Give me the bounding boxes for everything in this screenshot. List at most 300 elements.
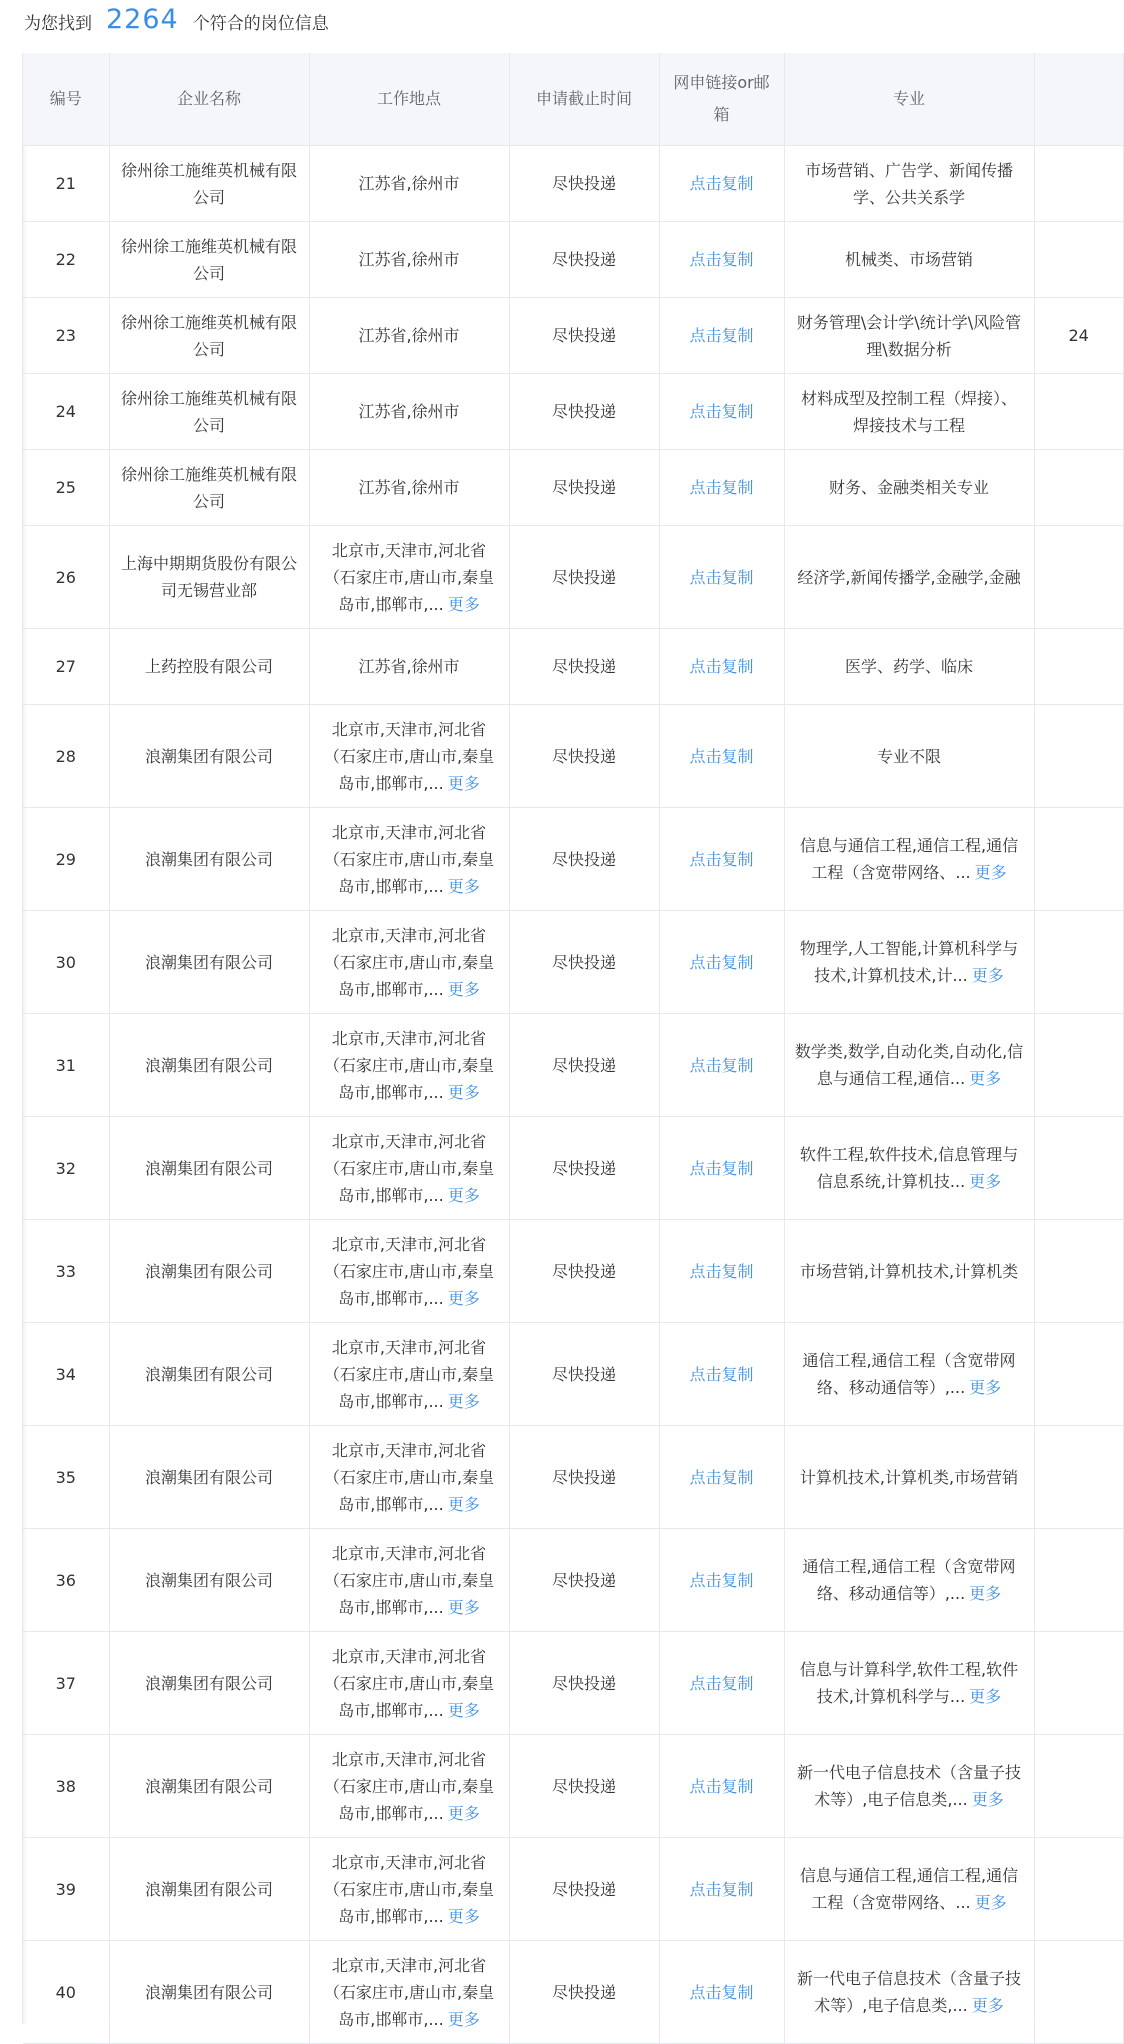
location-more-link[interactable]: 更多 [447, 773, 480, 793]
cell-id-text: 26 [55, 567, 76, 587]
copy-link-button[interactable]: 点击复制 [689, 1158, 754, 1178]
cell-major [784, 222, 1034, 298]
copy-link-button[interactable]: 点击复制 [689, 1673, 754, 1693]
cell-extra [1034, 298, 1123, 374]
cell-location [309, 1941, 509, 2044]
header-deadline: 申请截止时间 [509, 53, 659, 146]
cell-company-text: 徐州徐工施维英机械有限公司 [120, 312, 297, 359]
cell-major [784, 1323, 1034, 1426]
cell-location [309, 808, 509, 911]
cell-major-text: 医学、药学、临床 [844, 657, 973, 676]
cell-id [23, 1323, 109, 1426]
cell-location-text: 北京市,天津市,河北省（石家庄市,唐山市,秦皇岛市,邯郸市,... [323, 540, 495, 614]
cell-company-text: 徐州徐工施维英机械有限公司 [120, 160, 297, 207]
cell-link [659, 1014, 784, 1117]
cell-link [659, 146, 784, 222]
cell-deadline [509, 1014, 659, 1117]
table-row [23, 1632, 1123, 1735]
cell-major-text: 财务管理\会计学\统计学\风险管理\数据分析 [796, 312, 1022, 359]
cell-deadline-text: 尽快投递 [551, 1570, 616, 1590]
cell-extra [1034, 705, 1123, 808]
table-row [23, 1117, 1123, 1220]
cell-deadline-text: 尽快投递 [551, 657, 616, 676]
cell-location [309, 450, 509, 526]
header-link: 网申链接or邮箱 [659, 53, 784, 146]
cell-deadline-text: 尽快投递 [551, 746, 616, 766]
cell-company-text: 浪潮集团有限公司 [144, 1158, 273, 1178]
location-more-link[interactable]: 更多 [447, 979, 480, 999]
cell-company [109, 1117, 309, 1220]
cell-company [109, 705, 309, 808]
copy-link-button[interactable]: 点击复制 [689, 746, 754, 766]
cell-location [309, 911, 509, 1014]
cell-link [659, 1632, 784, 1735]
location-more-link[interactable]: 更多 [447, 1597, 480, 1617]
cell-id [23, 450, 109, 526]
cell-link [659, 1117, 784, 1220]
cell-link [659, 1323, 784, 1426]
cell-link [659, 1735, 784, 1838]
cell-location-text: 江苏省,徐州市 [358, 478, 460, 497]
major-more-link[interactable]: 更多 [971, 966, 1004, 985]
major-more-link[interactable]: 更多 [974, 863, 1007, 882]
cell-deadline-text: 尽快投递 [551, 1261, 616, 1281]
cell-company-text: 浪潮集团有限公司 [144, 1570, 273, 1590]
cell-location [309, 1529, 509, 1632]
cell-extra [1034, 911, 1123, 1014]
cell-id-text: 24 [55, 402, 76, 421]
cell-major-text: 软件工程,软件技术,信息管理与信息系统,计算机技... [799, 1145, 1019, 1191]
cell-deadline-text: 尽快投递 [551, 478, 616, 497]
copy-link-button[interactable]: 点击复制 [689, 1364, 754, 1384]
cell-major-text: 专业不限 [876, 746, 941, 766]
cell-id-text: 21 [55, 174, 76, 193]
copy-link-button[interactable]: 点击复制 [689, 1467, 754, 1487]
job-table-container[interactable] [22, 53, 1089, 2029]
cell-id [23, 374, 109, 450]
cell-location [309, 526, 509, 629]
table-row [23, 808, 1123, 911]
cell-major-text: 财务、金融类相关专业 [828, 478, 989, 497]
cell-extra [1034, 1117, 1123, 1220]
cell-id-text: 28 [55, 746, 76, 766]
cell-major-text: 新一代电子信息技术（含量子技术等）,电子信息类,... [796, 1763, 1021, 1809]
cell-deadline-text: 尽快投递 [551, 952, 616, 972]
cell-id [23, 705, 109, 808]
cell-extra [1034, 526, 1123, 629]
cell-company-text: 徐州徐工施维英机械有限公司 [120, 464, 297, 511]
cell-location [309, 705, 509, 808]
cell-link [659, 1220, 784, 1323]
cell-location [309, 1014, 509, 1117]
header-extra [1034, 53, 1123, 146]
table-row [23, 629, 1123, 705]
cell-deadline-text: 尽快投递 [551, 1055, 616, 1075]
table-row [23, 298, 1123, 374]
cell-id-text: 31 [55, 1055, 76, 1075]
copy-link-button[interactable]: 点击复制 [689, 174, 754, 193]
cell-major [784, 1632, 1034, 1735]
location-more-link[interactable]: 更多 [447, 594, 480, 614]
cell-id [23, 1529, 109, 1632]
cell-location-text: 北京市,天津市,河北省（石家庄市,唐山市,秦皇岛市,邯郸市,... [323, 1028, 495, 1102]
cell-deadline-text: 尽快投递 [551, 1776, 616, 1796]
cell-location-text: 北京市,天津市,河北省（石家庄市,唐山市,秦皇岛市,邯郸市,... [323, 1646, 495, 1720]
cell-company-text: 浪潮集团有限公司 [144, 1055, 273, 1075]
major-more-link[interactable]: 更多 [971, 1790, 1004, 1809]
cell-deadline-text: 尽快投递 [551, 326, 616, 345]
cell-deadline [509, 1941, 659, 2044]
copy-link-button[interactable]: 点击复制 [689, 1776, 754, 1796]
cell-major-text: 数学类,数学,自动化类,自动化,信息与通信工程,通信... [794, 1042, 1024, 1088]
cell-deadline-text: 尽快投递 [551, 1364, 616, 1384]
cell-link [659, 705, 784, 808]
cell-company-text: 上海中期期货股份有限公司无锡营业部 [120, 554, 297, 600]
cell-major-text: 机械类、市场营销 [844, 250, 973, 269]
table-row [23, 1941, 1123, 2044]
cell-deadline-text: 尽快投递 [551, 1467, 616, 1487]
cell-major [784, 1941, 1034, 2044]
cell-link [659, 1426, 784, 1529]
major-more-link[interactable]: 更多 [969, 1687, 1002, 1706]
cell-major-text: 物理学,人工智能,计算机科学与技术,计算机技术,计... [799, 939, 1019, 985]
table-row [23, 1735, 1123, 1838]
cell-company [109, 1529, 309, 1632]
cell-deadline [509, 1426, 659, 1529]
cell-deadline [509, 374, 659, 450]
cell-id-text: 22 [55, 250, 76, 269]
cell-location-text: 北京市,天津市,河北省（石家庄市,唐山市,秦皇岛市,邯郸市,... [323, 1440, 495, 1514]
cell-major [784, 374, 1034, 450]
cell-extra [1034, 1941, 1123, 2044]
cell-id-text: 29 [55, 849, 76, 869]
cell-company [109, 1735, 309, 1838]
cell-company-text: 浪潮集团有限公司 [144, 1776, 273, 1796]
cell-company-text: 徐州徐工施维英机械有限公司 [120, 388, 297, 435]
cell-deadline [509, 1529, 659, 1632]
major-more-link[interactable]: 更多 [969, 1069, 1002, 1088]
location-more-link[interactable]: 更多 [447, 1391, 480, 1411]
cell-id [23, 1220, 109, 1323]
cell-extra [1034, 146, 1123, 222]
cell-extra-text: 24 [1068, 326, 1089, 345]
copy-link-button[interactable]: 点击复制 [689, 478, 754, 497]
cell-major [784, 146, 1034, 222]
cell-major [784, 1529, 1034, 1632]
cell-major [784, 911, 1034, 1014]
cell-extra [1034, 1529, 1123, 1632]
major-more-link[interactable]: 更多 [969, 1378, 1002, 1397]
cell-id-text: 37 [55, 1673, 76, 1693]
cell-link [659, 298, 784, 374]
result-suffix: 个符合的岗位信息 [192, 13, 329, 34]
cell-link [659, 1529, 784, 1632]
cell-location [309, 1632, 509, 1735]
cell-company-text: 浪潮集团有限公司 [144, 1673, 273, 1693]
cell-location-text: 北京市,天津市,河北省（石家庄市,唐山市,秦皇岛市,邯郸市,... [323, 822, 495, 896]
cell-major [784, 526, 1034, 629]
cell-location [309, 1323, 509, 1426]
location-more-link[interactable]: 更多 [447, 1803, 480, 1823]
cell-id [23, 222, 109, 298]
cell-id [23, 1426, 109, 1529]
table-body [23, 146, 1123, 2044]
copy-link-button[interactable]: 点击复制 [689, 1261, 754, 1281]
table-row [23, 450, 1123, 526]
cell-deadline [509, 705, 659, 808]
cell-location-text: 北京市,天津市,河北省（石家庄市,唐山市,秦皇岛市,邯郸市,... [323, 1955, 495, 2029]
cell-location [309, 222, 509, 298]
cell-id [23, 629, 109, 705]
cell-company [109, 1323, 309, 1426]
cell-company-text: 上药控股有限公司 [144, 657, 273, 676]
cell-deadline [509, 911, 659, 1014]
cell-company [109, 526, 309, 629]
copy-link-button[interactable]: 点击复制 [689, 1055, 754, 1075]
cell-location-text: 江苏省,徐州市 [358, 250, 460, 269]
cell-major [784, 629, 1034, 705]
cell-location-text: 北京市,天津市,河北省（石家庄市,唐山市,秦皇岛市,邯郸市,... [323, 1749, 495, 1823]
cell-deadline [509, 629, 659, 705]
copy-link-button[interactable]: 点击复制 [689, 567, 754, 587]
cell-major [784, 705, 1034, 808]
cell-extra [1034, 808, 1123, 911]
cell-deadline-text: 尽快投递 [551, 1158, 616, 1178]
cell-major [784, 1220, 1034, 1323]
cell-company [109, 1220, 309, 1323]
cell-company-text: 浪潮集团有限公司 [144, 1467, 273, 1487]
cell-company [109, 450, 309, 526]
table-row [23, 1014, 1123, 1117]
cell-location-text: 江苏省,徐州市 [358, 326, 460, 345]
cell-extra [1034, 629, 1123, 705]
cell-major-text: 市场营销,计算机技术,计算机类 [799, 1261, 1019, 1281]
copy-link-button[interactable]: 点击复制 [689, 1570, 754, 1590]
cell-company [109, 298, 309, 374]
cell-location [309, 1838, 509, 1941]
cell-deadline [509, 1220, 659, 1323]
cell-deadline [509, 1735, 659, 1838]
cell-link [659, 222, 784, 298]
cell-id-text: 32 [55, 1158, 76, 1178]
cell-major [784, 450, 1034, 526]
header-company: 企业名称 [109, 53, 309, 146]
cell-id-text: 30 [55, 952, 76, 972]
cell-link [659, 629, 784, 705]
cell-company [109, 1632, 309, 1735]
cell-company [109, 911, 309, 1014]
table-row [23, 222, 1123, 298]
table-row [23, 526, 1123, 629]
cell-location-text: 江苏省,徐州市 [358, 657, 460, 676]
header-location: 工作地点 [309, 53, 509, 146]
cell-id-text: 27 [55, 657, 76, 676]
cell-id-text: 35 [55, 1467, 76, 1487]
cell-deadline-text: 尽快投递 [551, 402, 616, 421]
major-more-link[interactable]: 更多 [974, 1893, 1007, 1912]
table-row [23, 1529, 1123, 1632]
cell-extra [1034, 1220, 1123, 1323]
cell-location [309, 1426, 509, 1529]
cell-company-text: 浪潮集团有限公司 [144, 1261, 273, 1281]
cell-major [784, 1735, 1034, 1838]
result-count: 2264 [106, 3, 179, 35]
location-more-link[interactable]: 更多 [447, 1906, 480, 1926]
cell-id [23, 146, 109, 222]
cell-extra [1034, 1014, 1123, 1117]
cell-extra [1034, 1735, 1123, 1838]
copy-link-button[interactable]: 点击复制 [689, 657, 754, 676]
cell-link [659, 1838, 784, 1941]
cell-extra [1034, 450, 1123, 526]
cell-id-text: 23 [55, 326, 76, 345]
copy-link-button[interactable]: 点击复制 [689, 1982, 754, 2002]
table-row [23, 1220, 1123, 1323]
cell-deadline-text: 尽快投递 [551, 1982, 616, 2002]
location-more-link[interactable]: 更多 [447, 2009, 480, 2029]
cell-major [784, 1117, 1034, 1220]
major-more-link[interactable]: 更多 [969, 1172, 1002, 1191]
cell-id-text: 39 [55, 1879, 76, 1899]
cell-location-text: 江苏省,徐州市 [358, 402, 460, 421]
cell-id [23, 1014, 109, 1117]
cell-location [309, 1735, 509, 1838]
cell-major [784, 808, 1034, 911]
cell-extra [1034, 1426, 1123, 1529]
location-more-link[interactable]: 更多 [447, 1082, 480, 1102]
cell-deadline [509, 1632, 659, 1735]
cell-deadline-text: 尽快投递 [551, 849, 616, 869]
cell-deadline [509, 1838, 659, 1941]
cell-id [23, 1735, 109, 1838]
copy-link-button[interactable]: 点击复制 [689, 326, 754, 345]
cell-id-text: 33 [55, 1261, 76, 1281]
cell-company [109, 808, 309, 911]
cell-company-text: 浪潮集团有限公司 [144, 746, 273, 766]
cell-major [784, 298, 1034, 374]
cell-company-text: 浪潮集团有限公司 [144, 1364, 273, 1384]
cell-id [23, 808, 109, 911]
cell-link [659, 911, 784, 1014]
cell-deadline [509, 298, 659, 374]
cell-id-text: 34 [55, 1364, 76, 1384]
major-more-link[interactable]: 更多 [971, 1996, 1004, 2015]
cell-extra [1034, 1838, 1123, 1941]
cell-major-text: 通信工程,通信工程（含宽带网络、移动通信等）,... [802, 1557, 1016, 1603]
cell-deadline [509, 1117, 659, 1220]
cell-deadline-text: 尽快投递 [551, 567, 616, 587]
location-more-link[interactable]: 更多 [447, 876, 480, 896]
cell-link [659, 1941, 784, 2044]
cell-id-text: 38 [55, 1776, 76, 1796]
cell-location-text: 北京市,天津市,河北省（石家庄市,唐山市,秦皇岛市,邯郸市,... [323, 1337, 495, 1411]
cell-id [23, 298, 109, 374]
cell-id [23, 1632, 109, 1735]
cell-company-text: 浪潮集团有限公司 [144, 849, 273, 869]
table-row [23, 705, 1123, 808]
cell-location [309, 1220, 509, 1323]
major-more-link[interactable]: 更多 [969, 1584, 1002, 1603]
cell-extra [1034, 374, 1123, 450]
cell-location-text: 北京市,天津市,河北省（石家庄市,唐山市,秦皇岛市,邯郸市,... [323, 1543, 495, 1617]
cell-company-text: 浪潮集团有限公司 [144, 1879, 273, 1899]
cell-company [109, 222, 309, 298]
cell-company [109, 1426, 309, 1529]
cell-extra [1034, 1323, 1123, 1426]
cell-location [309, 374, 509, 450]
cell-company [109, 1838, 309, 1941]
copy-link-button[interactable]: 点击复制 [689, 952, 754, 972]
cell-location-text: 北京市,天津市,河北省（石家庄市,唐山市,秦皇岛市,邯郸市,... [323, 719, 495, 793]
cell-major-text: 新一代电子信息技术（含量子技术等）,电子信息类,... [796, 1969, 1021, 2015]
cell-location-text: 北京市,天津市,河北省（石家庄市,唐山市,秦皇岛市,邯郸市,... [323, 1234, 495, 1308]
cell-major-text: 经济学,新闻传播学,金融学,金融 [797, 567, 1021, 587]
cell-major-text: 通信工程,通信工程（含宽带网络、移动通信等）,... [802, 1351, 1016, 1397]
job-table [23, 53, 1124, 2044]
cell-major [784, 1014, 1034, 1117]
cell-link [659, 526, 784, 629]
cell-company [109, 1014, 309, 1117]
location-more-link[interactable]: 更多 [447, 1288, 480, 1308]
cell-id-text: 36 [55, 1570, 76, 1590]
cell-company [109, 146, 309, 222]
copy-link-button[interactable]: 点击复制 [689, 250, 754, 269]
cell-id-text: 25 [55, 478, 76, 497]
header-major: 专业 [784, 53, 1034, 146]
cell-major-text: 计算机技术,计算机类,市场营销 [799, 1467, 1019, 1487]
cell-deadline [509, 146, 659, 222]
cell-deadline-text: 尽快投递 [551, 174, 616, 193]
cell-location-text: 北京市,天津市,河北省（石家庄市,唐山市,秦皇岛市,邯郸市,... [323, 1131, 495, 1205]
cell-location-text: 江苏省,徐州市 [358, 174, 460, 193]
table-row [23, 146, 1123, 222]
table-row [23, 911, 1123, 1014]
cell-deadline-text: 尽快投递 [551, 250, 616, 269]
copy-link-button[interactable]: 点击复制 [689, 402, 754, 421]
table-row [23, 1838, 1123, 1941]
table-row [23, 1426, 1123, 1529]
table-row [23, 1323, 1123, 1426]
cell-major-text: 信息与通信工程,通信工程,通信工程（含宽带网络、... [799, 836, 1019, 882]
copy-link-button[interactable]: 点击复制 [689, 1879, 754, 1899]
cell-id [23, 911, 109, 1014]
cell-major [784, 1426, 1034, 1529]
cell-deadline-text: 尽快投递 [551, 1673, 616, 1693]
cell-deadline [509, 808, 659, 911]
cell-major [784, 1838, 1034, 1941]
location-more-link[interactable]: 更多 [447, 1494, 480, 1514]
cell-location [309, 298, 509, 374]
table-row [23, 374, 1123, 450]
cell-deadline [509, 526, 659, 629]
cell-location [309, 1117, 509, 1220]
cell-location [309, 146, 509, 222]
cell-deadline [509, 450, 659, 526]
cell-id [23, 1838, 109, 1941]
cell-link [659, 374, 784, 450]
copy-link-button[interactable]: 点击复制 [689, 849, 754, 869]
cell-deadline [509, 222, 659, 298]
result-prefix: 为您找到 [24, 13, 92, 34]
cell-major-text: 信息与通信工程,通信工程,通信工程（含宽带网络、... [799, 1866, 1019, 1912]
cell-company [109, 1941, 309, 2044]
location-more-link[interactable]: 更多 [447, 1185, 480, 1205]
location-more-link[interactable]: 更多 [447, 1700, 480, 1720]
header-id: 编号 [23, 53, 109, 146]
cell-location-text: 北京市,天津市,河北省（石家庄市,唐山市,秦皇岛市,邯郸市,... [323, 1852, 495, 1926]
cell-major-text: 市场营销、广告学、新闻传播学、公共关系学 [804, 160, 1013, 207]
cell-major-text: 信息与计算科学,软件工程,软件技术,计算机科学与... [799, 1660, 1019, 1706]
